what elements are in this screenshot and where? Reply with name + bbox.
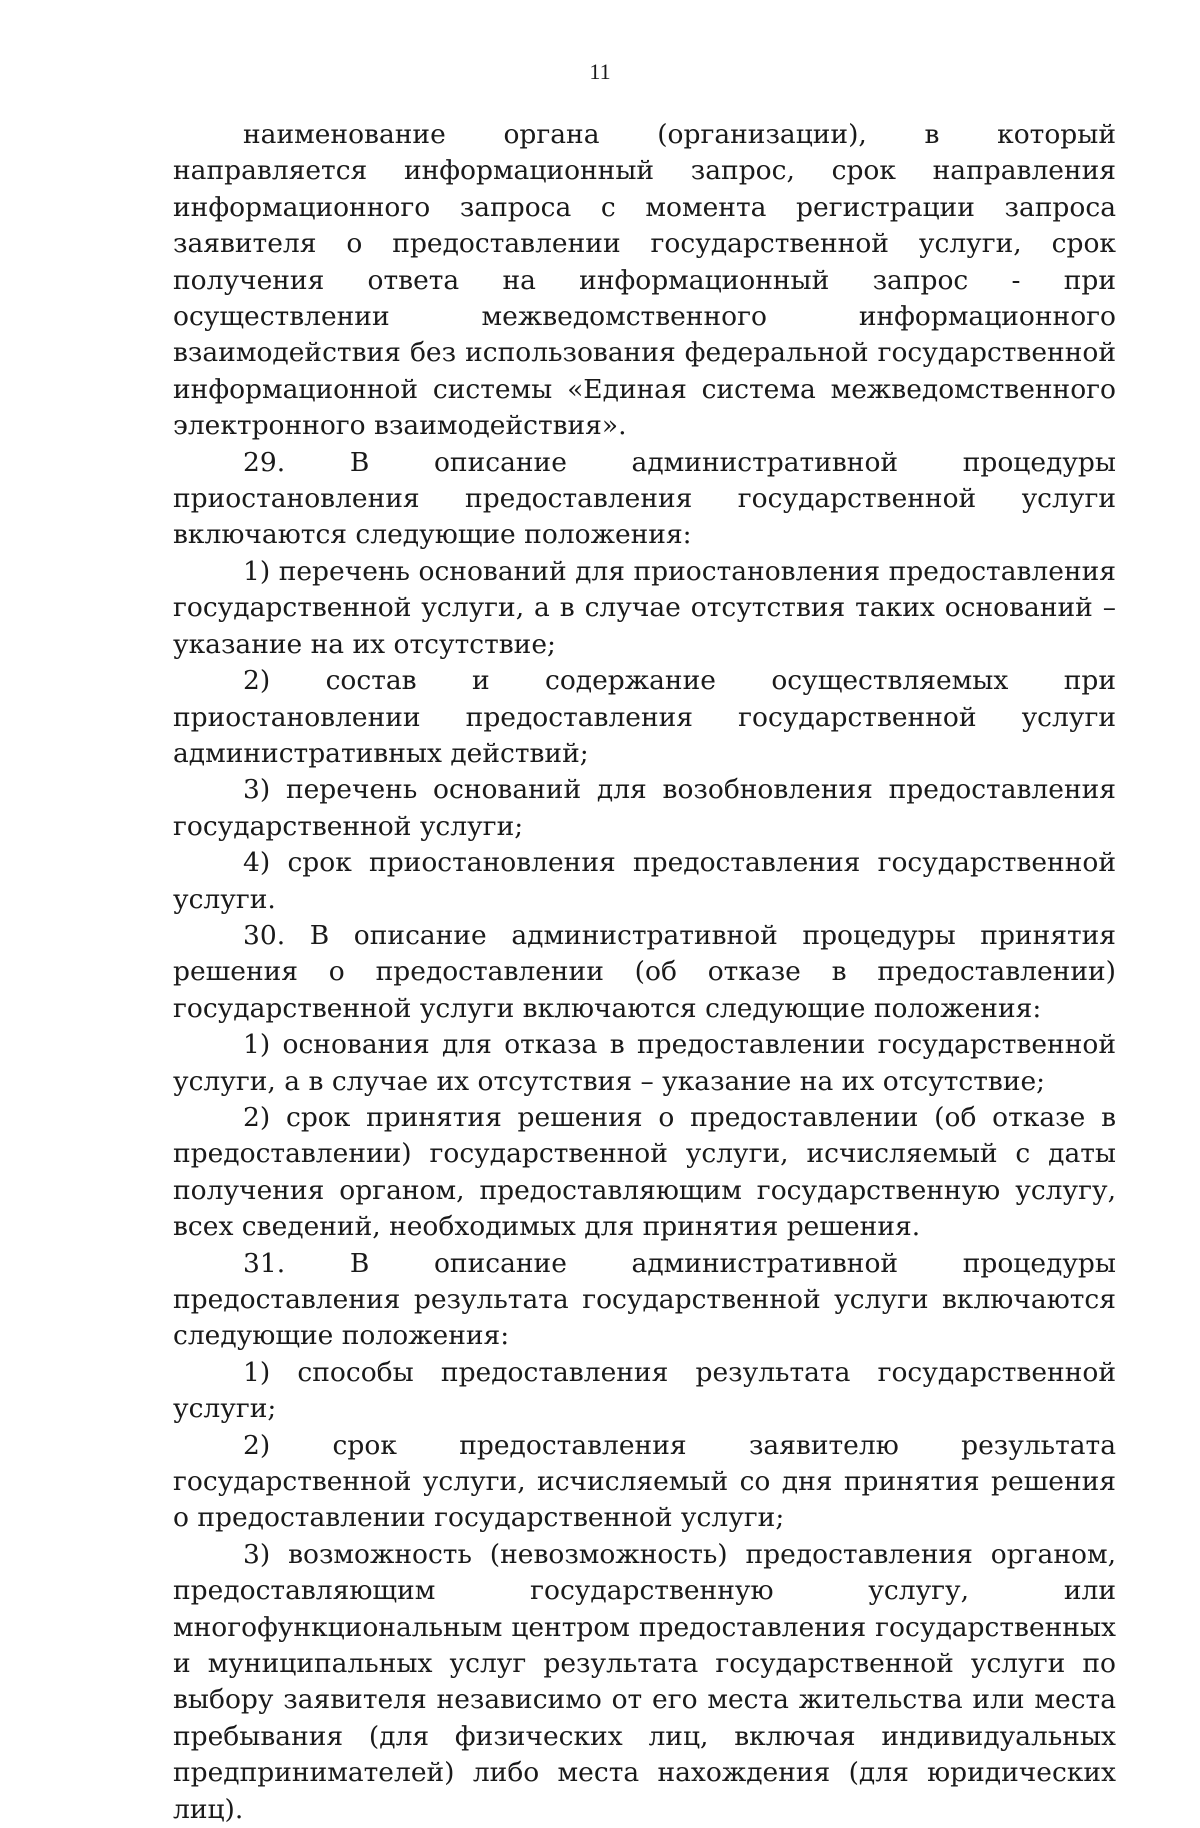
paragraph-29-item-3: 3) перечень оснований для возобновления предоставления государственной услуги; <box>173 774 1116 842</box>
page-number: 11 <box>589 59 611 84</box>
paragraph-31-item-2: 2) срок предоставления заявителю результата государственной услуги, исчисляемый со дня принятия решения о предоставлении государственной услуги; <box>173 1429 1116 1534</box>
paragraph-information-request: наименование органа (организации), в который направляется информационный запрос, срок направления информационного запроса с момента регистрации запроса заявителя о предоставлении государственной услуги, срок получения ответа на информационный запрос - при осуществлении межведомственного информационного взаимодействия без использования федеральной государственной информационной системы «Единая система межведомственного электронного взаимодействия». <box>173 119 1116 442</box>
paragraph-30-decision-procedure: 30. В описание административной процедуры принятия решения о предоставлении (об отказе в предоставлении) государственной услуги включаются следующие положения: <box>173 919 1116 1024</box>
paragraph-31-result-procedure: 31. В описание административной процедуры предоставления результата государственной услуги включаются следующие положения: <box>173 1247 1116 1352</box>
paragraph-29-item-1: 1) перечень оснований для приостановления предоставления государственной услуги, а в случае отсутствия таких оснований – указание на их отсутствие; <box>173 555 1116 660</box>
paragraph-29-item-2: 2) состав и содержание осуществляемых при приостановлении предоставления государственной услуги административных действий; <box>173 665 1116 769</box>
paragraph-30-item-2: 2) срок принятия решения о предоставлении (об отказе в предоставлении) государственной услуги, исчисляемый с даты получения органом, предоставляющим государственную услугу, всех сведений, необходимых для принятия решения. <box>173 1101 1116 1243</box>
paragraph-29-suspension-procedure: 29. В описание административной процедуры приостановления предоставления государственной услуги включаются следующие положения: <box>173 446 1116 551</box>
paragraph-31-item-3: 3) возможность (невозможность) предоставления органом, предоставляющим государственную услугу, или многофункциональным центром предоставления государственных и муниципальных услуг результата государственной услуги по выбору заявителя независимо от его места жительства или места пребывания (для физических лиц, включая индивидуальных предпринимателей) либо места нахождения (для юридических лиц). <box>173 1538 1116 1825</box>
paragraph-30-item-1: 1) основания для отказа в предоставлении государственной услуги, а в случае их отсутствия – указание на их отсутствие; <box>173 1029 1116 1097</box>
paragraph-31-item-1: 1) способы предоставления результата государственной услуги; <box>173 1356 1116 1425</box>
document-body <box>173 117 1116 1828</box>
paragraph-29-item-4: 4) срок приостановления предоставления государственной услуги. <box>173 847 1116 915</box>
